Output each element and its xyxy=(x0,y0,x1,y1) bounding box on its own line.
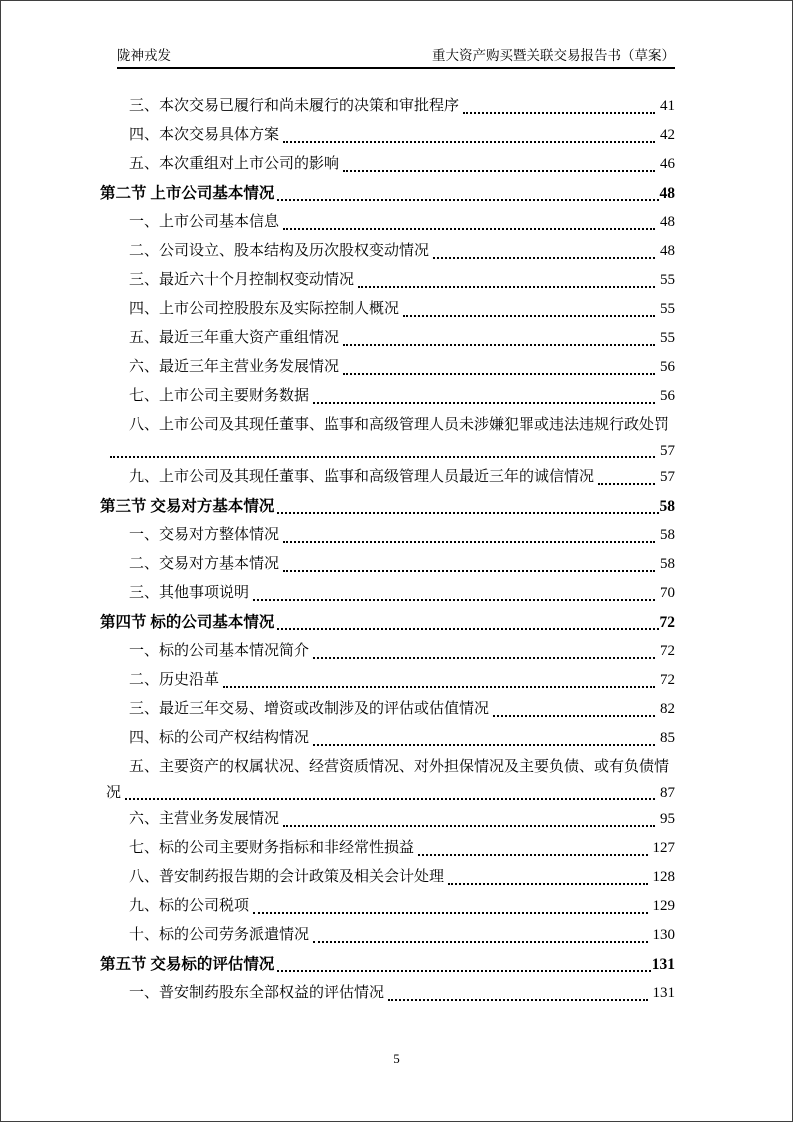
dot-leader xyxy=(313,921,647,943)
dot-leader xyxy=(277,179,658,201)
dot-leader xyxy=(283,805,655,827)
toc-entry-title: 五、最近三年重大资产重组情况 xyxy=(129,330,340,346)
toc-entry[interactable] xyxy=(100,724,675,753)
dot-leader xyxy=(448,863,647,885)
toc-entry-page: 131 xyxy=(651,956,675,973)
toc-entry-page: 48 xyxy=(660,243,675,259)
dot-leader xyxy=(313,382,655,404)
toc-entry[interactable] xyxy=(100,979,675,1008)
toc-entry-page: 57 xyxy=(660,469,675,485)
toc-entry[interactable] xyxy=(100,382,675,411)
toc-entry-page: 48 xyxy=(659,185,675,202)
dot-leader xyxy=(283,521,655,543)
toc-entry-page: 42 xyxy=(660,127,675,143)
toc-entry-title: 三、本次交易已履行和尚未履行的决策和审批程序 xyxy=(129,98,460,114)
toc-entry-page: 55 xyxy=(660,301,675,317)
toc-entry[interactable] xyxy=(100,266,675,295)
toc-entry[interactable] xyxy=(100,892,675,921)
toc-entry-title: 第五节 交易标的评估情况 xyxy=(100,956,275,973)
toc-entry-title: 第四节 标的公司基本情况 xyxy=(100,614,275,631)
page-header xyxy=(117,1,675,69)
toc-entry-title: 三、最近六十个月控制权变动情况 xyxy=(129,272,355,288)
toc-entry-title-continued: 况 xyxy=(106,785,122,801)
dot-leader xyxy=(313,637,655,659)
toc-entry[interactable] xyxy=(100,921,675,950)
dot-leader xyxy=(277,950,650,972)
dot-leader xyxy=(433,237,655,259)
toc-entry-page: 58 xyxy=(659,498,675,515)
toc-entry-title: 五、主要资产的权属状况、经营资质情况、对外担保情况及主要负债、或有负债情 xyxy=(129,759,670,775)
toc-entry-page: 72 xyxy=(660,672,675,688)
toc-entry-title: 四、标的公司产权结构情况 xyxy=(129,730,310,746)
page-footer xyxy=(1,1051,792,1067)
toc-entry[interactable] xyxy=(100,295,675,324)
dot-leader xyxy=(343,150,655,172)
toc-entry-title: 九、上市公司及其现任董事、监事和高级管理人员最近三年的诚信情况 xyxy=(129,469,595,485)
toc-entry-title: 二、历史沿革 xyxy=(129,672,220,688)
dot-leader xyxy=(313,724,655,746)
dot-leader xyxy=(223,666,655,688)
dot-leader xyxy=(283,208,655,230)
toc-entry[interactable] xyxy=(100,121,675,150)
toc-entry-title: 一、标的公司基本情况简介 xyxy=(129,643,310,659)
dot-leader xyxy=(277,492,658,514)
toc-entry[interactable] xyxy=(100,208,675,237)
toc-entry-title: 十、标的公司劳务派遣情况 xyxy=(129,927,310,943)
dot-leader xyxy=(277,608,658,630)
toc-entry[interactable] xyxy=(100,695,675,724)
dot-leader xyxy=(358,266,655,288)
toc-entry-title: 三、最近三年交易、增资或改制涉及的评估或估值情况 xyxy=(129,701,490,717)
dot-leader xyxy=(493,695,655,717)
toc-entry[interactable] xyxy=(100,492,675,521)
header-company-name: 陇神戎发 xyxy=(117,48,171,63)
toc-entry-title: 一、交易对方整体情况 xyxy=(129,527,280,543)
toc-entry[interactable] xyxy=(100,863,675,892)
toc-entry[interactable] xyxy=(100,753,675,805)
toc-entry-page: 127 xyxy=(652,840,675,856)
toc-entry-title: 三、其他事项说明 xyxy=(129,585,250,601)
dot-leader xyxy=(283,550,655,572)
toc-entry-page: 57 xyxy=(660,443,675,459)
toc-entry-page: 87 xyxy=(660,785,675,801)
toc-entry-title: 六、最近三年主营业务发展情况 xyxy=(129,359,340,375)
toc-entry-title: 四、上市公司控股股东及实际控制人概况 xyxy=(129,301,400,317)
dot-leader xyxy=(253,579,655,601)
toc-entry-page: 129 xyxy=(652,898,675,914)
toc-entry-page: 41 xyxy=(660,98,675,114)
dot-leader xyxy=(343,324,655,346)
toc-entry[interactable] xyxy=(100,411,675,463)
dot-leader xyxy=(388,979,647,1001)
dot-leader xyxy=(283,121,655,143)
toc-entry-page: 72 xyxy=(659,614,675,631)
toc-entry-page: 58 xyxy=(660,527,675,543)
toc-entry-page: 48 xyxy=(660,214,675,230)
dot-leader xyxy=(463,92,655,114)
toc-entry-page: 131 xyxy=(652,985,675,1001)
toc-entry[interactable] xyxy=(100,834,675,863)
toc-entry[interactable] xyxy=(100,950,675,979)
toc-entry-page: 85 xyxy=(660,730,675,746)
toc-entry-page: 82 xyxy=(660,701,675,717)
toc-entry[interactable] xyxy=(100,666,675,695)
dot-leader xyxy=(110,440,655,458)
toc-entry[interactable] xyxy=(100,579,675,608)
dot-leader xyxy=(253,892,647,914)
dot-leader xyxy=(418,834,647,856)
page-number: 5 xyxy=(393,1051,400,1066)
toc-entry-page: 55 xyxy=(660,272,675,288)
toc-entry[interactable] xyxy=(100,92,675,121)
toc-entry-page: 72 xyxy=(660,643,675,659)
toc-entry-page: 130 xyxy=(652,927,675,943)
toc-entry-title: 一、普安制药股东全部权益的评估情况 xyxy=(129,985,385,1001)
toc-entry[interactable] xyxy=(100,179,675,208)
toc-entry-page: 95 xyxy=(660,811,675,827)
toc-entry-page: 70 xyxy=(660,585,675,601)
toc-entry-page: 56 xyxy=(660,359,675,375)
toc-entry[interactable] xyxy=(100,608,675,637)
toc-entry-title: 一、上市公司基本信息 xyxy=(129,214,280,230)
toc-entry-title: 四、本次交易具体方案 xyxy=(129,127,280,143)
toc-entry[interactable] xyxy=(100,550,675,579)
toc-entry[interactable] xyxy=(100,521,675,550)
toc-entry-title: 八、上市公司及其现任董事、监事和高级管理人员未涉嫌犯罪或违法违规行政处罚 xyxy=(129,417,670,433)
toc-entry[interactable] xyxy=(100,353,675,382)
toc-entry-title: 八、普安制药报告期的会计政策及相关会计处理 xyxy=(129,869,445,885)
toc-entry-page: 55 xyxy=(660,330,675,346)
toc-entry-page: 58 xyxy=(660,556,675,572)
header-document-title: 重大资产购买暨关联交易报告书（草案） xyxy=(432,48,675,63)
dot-leader xyxy=(343,353,655,375)
toc-entry-page: 56 xyxy=(660,388,675,404)
toc-entry-title: 二、公司设立、股本结构及历次股权变动情况 xyxy=(129,243,430,259)
toc-entry[interactable] xyxy=(100,637,675,666)
toc-entry-title: 第三节 交易对方基本情况 xyxy=(100,498,275,515)
dot-leader xyxy=(403,295,655,317)
toc-entry-title: 二、交易对方基本情况 xyxy=(129,556,280,572)
toc-entry[interactable] xyxy=(100,324,675,353)
toc-entry[interactable] xyxy=(100,150,675,179)
toc-list xyxy=(100,92,675,1008)
toc-entry-page: 128 xyxy=(652,869,675,885)
toc-entry-title: 六、主营业务发展情况 xyxy=(129,811,280,827)
toc-entry-title: 七、标的公司主要财务指标和非经常性损益 xyxy=(129,840,415,856)
toc-entry-page: 46 xyxy=(660,156,675,172)
toc-entry-title: 五、本次重组对上市公司的影响 xyxy=(129,156,340,172)
toc-entry[interactable] xyxy=(100,463,675,492)
toc-entry-title: 七、上市公司主要财务数据 xyxy=(129,388,310,404)
dot-leader xyxy=(598,463,655,485)
toc-entry-title: 第二节 上市公司基本情况 xyxy=(100,185,275,202)
toc-entry[interactable] xyxy=(100,805,675,834)
dot-leader xyxy=(125,782,655,800)
toc-entry-title: 九、标的公司税项 xyxy=(129,898,250,914)
toc-entry[interactable] xyxy=(100,237,675,266)
